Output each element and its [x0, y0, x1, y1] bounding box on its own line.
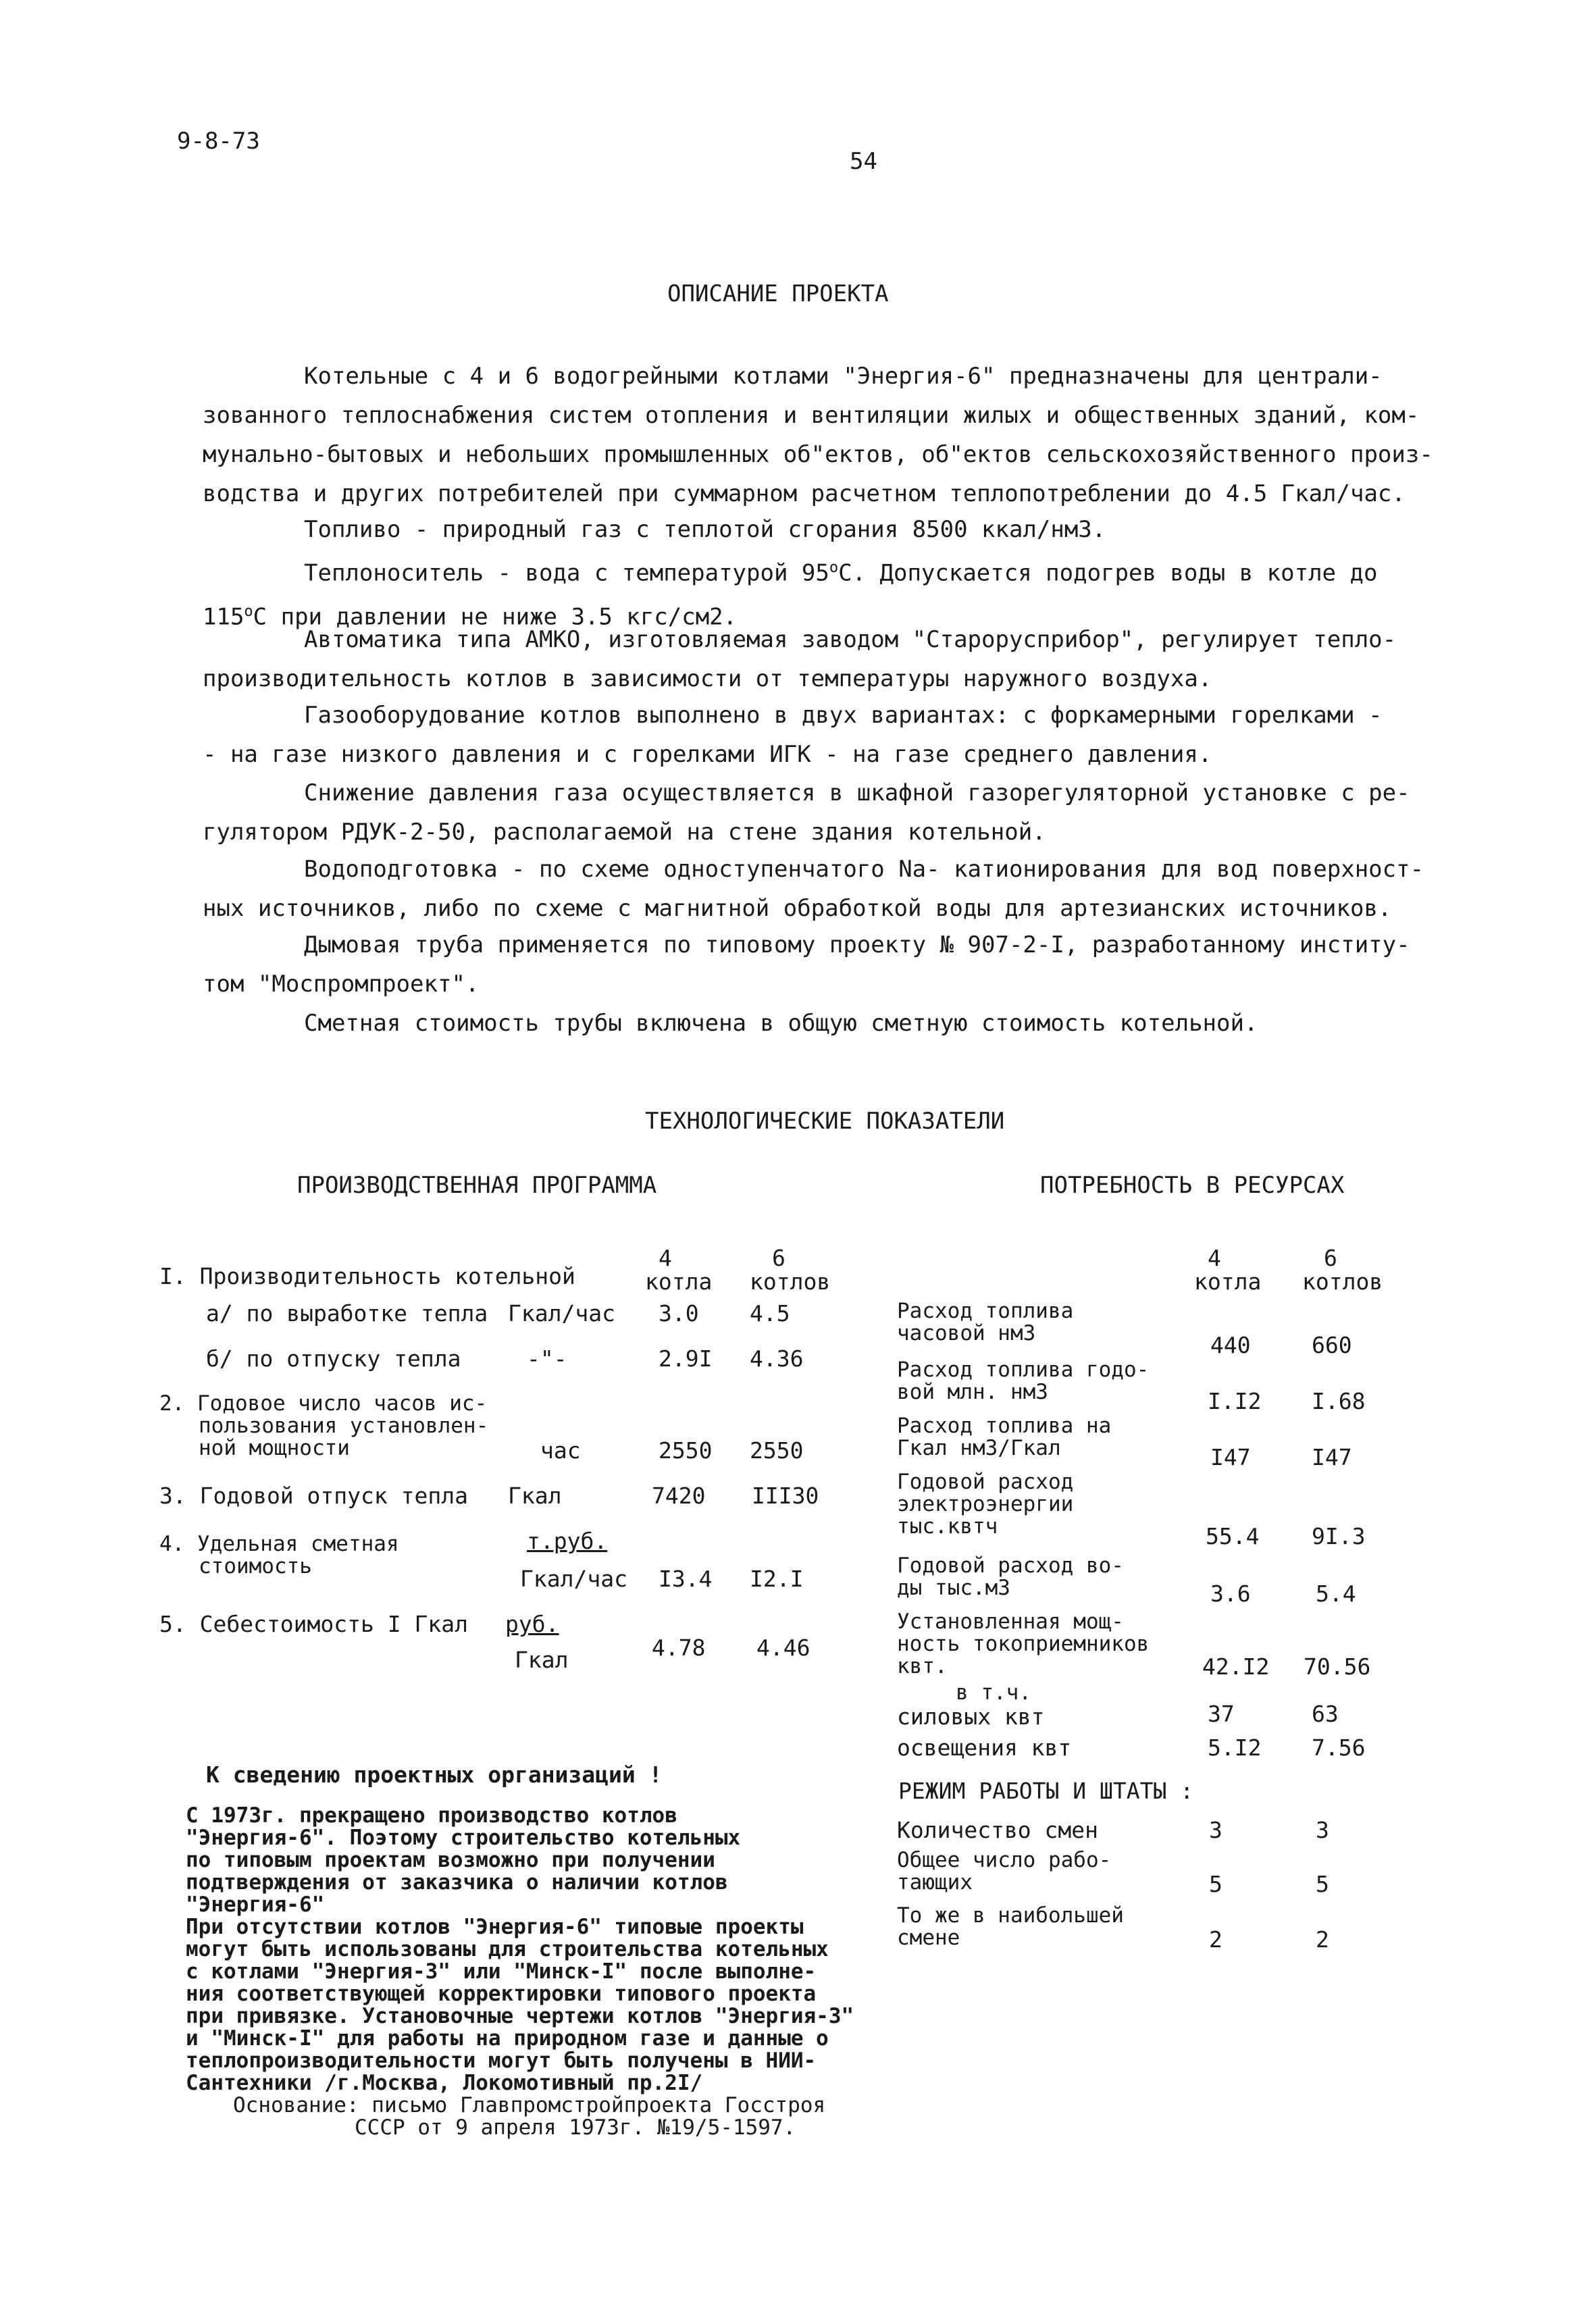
- text-line: гулятором РДУК-2-50, располагаемой на стене здания котельной.: [203, 819, 1046, 846]
- table-row-label: освещения квт: [897, 1734, 1072, 1761]
- paragraph-chimney: [203, 925, 1418, 1004]
- table-cell: I.68: [1312, 1388, 1366, 1414]
- paragraph-automation: [203, 620, 1418, 698]
- table-cell: 7.56: [1312, 1734, 1366, 1761]
- table-row-label: [897, 1555, 1124, 1599]
- text-line: теплопроизводительности могут быть получены в НИИ-: [186, 2049, 817, 2073]
- table-cell: 5.I2: [1208, 1734, 1262, 1761]
- label-line: ной мощности: [199, 1436, 350, 1460]
- paragraph-purpose: [203, 357, 1433, 513]
- col-header-4-sub: котла: [645, 1268, 713, 1295]
- col-header-6: 6: [772, 1245, 786, 1271]
- table-row-label: силовых квт: [897, 1703, 1045, 1730]
- table-cell: 37: [1208, 1701, 1235, 1727]
- label-line: квт.: [897, 1654, 948, 1678]
- page-number: 54: [850, 148, 877, 175]
- text-line: Снижение давления газа осуществляется в шкафной газорегуляторной установке с ре-: [304, 779, 1410, 806]
- table-row-label: 3. Годовой отпуск тепла: [159, 1483, 468, 1509]
- text-line: "Энергия-6": [186, 1893, 325, 1917]
- table-cell: 4.46: [756, 1635, 810, 1661]
- text-line: Топливо - природный газ с теплотой сгорания 8500 ккал/нм3.: [304, 516, 1106, 543]
- text-line: [203, 548, 1418, 592]
- text-line: Дымовая труба применяется по типовому проекту № 907-2-I, разработанному институ-: [304, 931, 1410, 958]
- paragraph-water-treatment: [203, 850, 1424, 928]
- tech-title: ТЕХНОЛОГИЧЕСКИЕ ПОКАЗАТЕЛИ: [645, 1108, 1005, 1135]
- text-line: СССР от 9 апреля 1973г. №19/5-1597.: [355, 2115, 796, 2140]
- table-row-label: б/ по отпуску тепла: [206, 1345, 461, 1372]
- label-line: часовой нм3: [897, 1321, 1036, 1345]
- text-line: Автоматика типа АМКО, изготовляемая заводом "Старорусприбор", регулирует тепло-: [304, 626, 1397, 653]
- table-row-label: в т.ч.: [956, 1680, 1031, 1705]
- label-line: То же в наибольшей: [897, 1903, 1124, 1928]
- text-line: Водоподготовка - по схеме одноступенчатого Na- катионирования для вод поверхност-: [304, 856, 1424, 883]
- text-line: водства и других потребителей при суммарном расчетном теплопотреблении до 4.5 Гкал/час.: [203, 480, 1406, 507]
- table-row-label: а/ по выработке тепла: [206, 1300, 488, 1327]
- notice-block: [186, 1805, 854, 2139]
- table-row-label: [897, 1611, 1149, 1678]
- text-line: Котельные с 4 и 6 водогрейными котлами "Энергия-6" предназначены для централи-: [304, 363, 1383, 390]
- label-line: 2. Годовое число часов ис-: [159, 1391, 488, 1416]
- table-cell: 42.I2: [1202, 1653, 1270, 1680]
- paragraph-gas-equipment: [203, 696, 1418, 774]
- table-cell: III30: [752, 1483, 819, 1509]
- label-line: Годовой расход: [897, 1470, 1074, 1494]
- table-row-label: [897, 1415, 1111, 1460]
- table-cell: 3.0: [659, 1300, 699, 1327]
- text-line: ния соответствующей корректировки типового проекта: [186, 1982, 817, 2006]
- label-line: ность токоприемников: [897, 1632, 1150, 1656]
- table-row-label: Количество смен: [897, 1817, 1099, 1843]
- text-line: могут быть использованы для строительства котельных: [186, 1937, 829, 1961]
- text-fragment: Теплоноситель - вода с температурой 95: [304, 559, 829, 587]
- label-line: электроэнергии: [897, 1492, 1074, 1516]
- label-line: Годовой расход во-: [897, 1553, 1124, 1578]
- label-line: Расход топлива на: [897, 1414, 1112, 1438]
- text-line: по типовым проектам возможно при получении: [186, 1848, 715, 1872]
- table-row-unit-numerator: руб.: [505, 1611, 559, 1637]
- table-cell: 2: [1209, 1926, 1222, 1953]
- description-title: ОПИСАНИЕ ПРОЕКТА: [667, 280, 889, 307]
- table-row-unit-numerator: т.руб.: [527, 1528, 608, 1554]
- label-line: смене: [897, 1926, 960, 1950]
- table-row-unit-denominator: Гкал: [515, 1647, 569, 1673]
- text-line: подтверждения от заказчика о наличии котлов: [186, 1870, 728, 1895]
- paragraph-fuel: [203, 510, 1418, 549]
- text-line: мунально-бытовых и небольших промышленных об"ектов, об"ектов сельскохозяйственного произ-: [203, 441, 1433, 468]
- production-program-title: ПРОИЗВОДСТВЕННАЯ ПРОГРАММА: [297, 1172, 657, 1199]
- col-header-4: 4: [1208, 1245, 1221, 1271]
- table-cell: I47: [1312, 1444, 1352, 1470]
- table-cell: 3.6: [1210, 1580, 1251, 1607]
- table-row-label: [897, 1359, 1149, 1404]
- text-line: зованного теплоснабжения систем отопления и вентиляции жилых и общественных зданий, ком-: [203, 402, 1420, 429]
- table-row-unit: -"-: [527, 1345, 567, 1372]
- text-fragment: С при давлении не ниже 3.5 кгс/см2.: [253, 603, 738, 631]
- table-cell: 3: [1209, 1817, 1222, 1843]
- col-header-6: 6: [1324, 1245, 1337, 1271]
- table-cell: 5: [1209, 1871, 1222, 1897]
- label-line: Гкал нм3/Гкал: [897, 1436, 1061, 1460]
- table-cell: 5.4: [1316, 1580, 1356, 1607]
- col-header-6-sub: котлов: [1302, 1268, 1383, 1295]
- table-cell: 4.36: [750, 1345, 804, 1372]
- label-line: Общее число рабо-: [897, 1848, 1112, 1872]
- label-line: Установленная мощ-: [897, 1610, 1124, 1634]
- table-row-label: [897, 1905, 1124, 1949]
- text-line: с котлами "Энергия-3" или "Минск-I" после выполне-: [186, 1959, 817, 1984]
- text-line: Основание: письмо Главпромстройпроекта Госстроя: [233, 2093, 826, 2117]
- table-row-label: [159, 1533, 399, 1578]
- label-line: тающих: [897, 1870, 973, 1895]
- text-fragment: С. Допускается подогрев воды в котле до: [838, 559, 1378, 587]
- label-line: тыс.квтч: [897, 1514, 998, 1539]
- table-cell: 63: [1312, 1701, 1339, 1727]
- table-cell: 2.9I: [659, 1345, 713, 1372]
- text-line: При отсутствии котлов "Энергия-6" типовые проекты: [186, 1915, 804, 1939]
- degree-mark: о: [829, 559, 839, 576]
- paragraph-cost: [203, 1004, 1418, 1043]
- text-line: "Энергия-6". Поэтому строительство котельных: [186, 1826, 741, 1850]
- table-row-unit: час: [540, 1437, 581, 1464]
- text-line: С 1973г. прекращено производство котлов: [186, 1803, 677, 1828]
- resources-title: ПОТРЕБНОСТЬ В РЕСУРСАХ: [1040, 1172, 1345, 1199]
- text-line: и "Минск-I" для работы на природном газе и данные о: [186, 2026, 829, 2051]
- table-row: I. Производительность котельной: [159, 1263, 575, 1289]
- notice-title: К сведению проектных организаций !: [206, 1762, 663, 1788]
- table-row-label: [897, 1471, 1073, 1538]
- text-line: Сантехники /г.Москва, Локомотивный пр.2I/: [186, 2071, 703, 2095]
- table-row-label: 5. Себестоимость I Гкал: [159, 1611, 468, 1637]
- col-header-4: 4: [659, 1245, 672, 1271]
- text-line: Газооборудование котлов выполнено в двух вариантах: с форкамерными горелками -: [304, 702, 1383, 729]
- paragraph-gas-pressure: [203, 773, 1418, 852]
- table-cell: 440: [1210, 1332, 1251, 1358]
- table-cell: 70.56: [1304, 1653, 1371, 1680]
- label-line: стоимость: [199, 1554, 312, 1578]
- table-cell: 2550: [659, 1437, 713, 1464]
- table-cell: I3.4: [659, 1566, 713, 1592]
- table-cell: 5: [1316, 1871, 1329, 1897]
- table-row-unit: Гкал/час: [508, 1300, 615, 1327]
- table-cell: 4.5: [750, 1300, 790, 1327]
- table-row-label: [897, 1300, 1073, 1345]
- table-cell: I47: [1210, 1444, 1251, 1470]
- table-cell: 4.78: [652, 1635, 706, 1661]
- text-line: Сметная стоимость трубы включена в общую сметную стоимость котельной.: [304, 1010, 1258, 1037]
- table-row-label: [897, 1849, 1111, 1894]
- text-line: ных источников, либо по схеме с магнитной обработкой воды для артезианских источников.: [203, 895, 1392, 922]
- label-line: Расход топлива годо-: [897, 1358, 1150, 1382]
- label-line: ды тыс.м3: [897, 1576, 1010, 1600]
- table-row-unit-denominator: Гкал/час: [520, 1566, 627, 1592]
- degree-mark: о: [244, 603, 253, 621]
- label-line: пользования установлен-: [199, 1414, 489, 1438]
- table-cell: 2550: [750, 1437, 804, 1464]
- label-line: Расход топлива: [897, 1299, 1074, 1323]
- text-line: - на газе низкого давления и с горелками ИГК - на газе среднего давления.: [203, 741, 1212, 768]
- col-header-4-sub: котла: [1194, 1268, 1262, 1295]
- label-line: 4. Удельная сметная: [159, 1532, 399, 1556]
- table-cell: 660: [1312, 1332, 1352, 1358]
- document-code: 9-8-73: [177, 128, 260, 155]
- label-line: вой млн. нм3: [897, 1380, 1048, 1404]
- table-cell: 7420: [652, 1483, 706, 1509]
- table-cell: 55.4: [1206, 1523, 1260, 1549]
- table-cell: I.I2: [1208, 1388, 1262, 1414]
- table-cell: 3: [1316, 1817, 1329, 1843]
- regime-title: РЕЖИМ РАБОТЫ И ШТАТЫ :: [898, 1778, 1194, 1804]
- table-cell: I2.I: [750, 1566, 804, 1592]
- table-row-unit: Гкал: [508, 1483, 562, 1509]
- table-cell: 2: [1316, 1926, 1329, 1953]
- text-fragment: 115: [203, 603, 244, 631]
- table-row-label: [159, 1393, 488, 1460]
- col-header-6-sub: котлов: [750, 1268, 831, 1295]
- table-cell: 9I.3: [1312, 1523, 1366, 1549]
- text-line: производительность котлов в зависимости от температуры наружного воздуха.: [203, 665, 1212, 692]
- text-line: том "Моспромпроект".: [203, 971, 480, 998]
- text-line: при привязке. Установочные чертежи котлов "Энергия-3": [186, 2004, 854, 2028]
